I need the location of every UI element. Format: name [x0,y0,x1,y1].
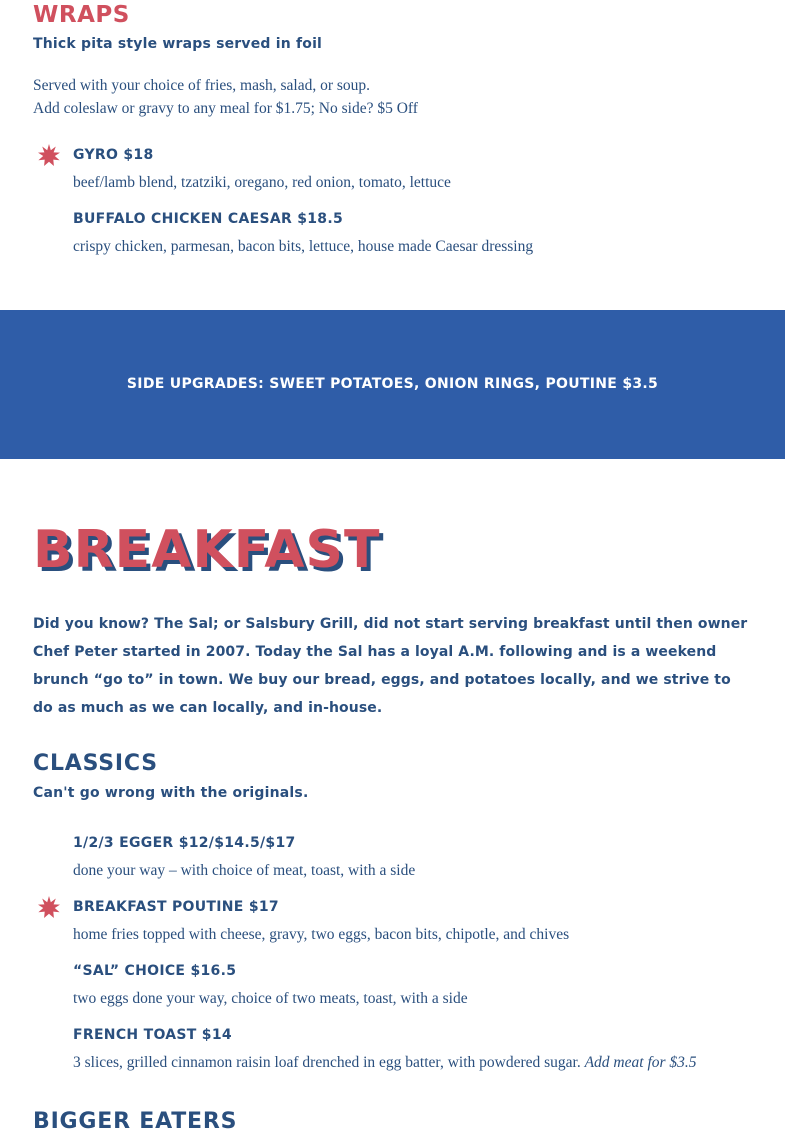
menu-item-addon-note: Add meat for $3.5 [584,1054,697,1071]
menu-item-description: beef/lamb blend, tzatziki, oregano, red onion, tomato, lettuce [73,174,451,191]
menu-item-description: home fries topped with cheese, gravy, two eggs, bacon bits, chipotle, and chives [73,926,570,943]
featured-star-icon [37,895,61,919]
classics-section-title: CLASSICS [33,751,158,776]
menu-item-title: FRENCH TOAST $14 [73,1027,232,1043]
menu-item-description [73,1054,697,1072]
wraps-section-title: WRAPS [33,2,130,28]
menu-item-description: done your way – with choice of meat, toast, with a side [73,862,416,879]
breakfast-intro: Did you know? The Sal; or Salsbury Grill, did not start serving breakfast until then owner Chef Peter started in 2007. Today the Sal has a loyal A.M. following and is a weekend brunch “go to” in town. We buy our bread, eggs, and potatoes locally, and we strive to do as much as we can locally, and in-house. [33,616,748,716]
menu-item-description: crispy chicken, parmesan, bacon bits, lettuce, house made Caesar dressing [73,238,534,255]
side-upgrades-text: SIDE UPGRADES: SWEET POTATOES, ONION RINGS, POUTINE $3.5 [126,376,659,392]
side-upgrades-banner [0,310,785,459]
menu-item-title: BUFFALO CHICKEN CAESAR $18.5 [73,211,343,227]
menu-item-description: two eggs done your way, choice of two meats, toast, with a side [73,990,468,1007]
menu-item-title: “SAL” CHOICE $16.5 [73,963,237,979]
bigger-eaters-section-title: BIGGER EATERS [33,1109,238,1134]
menu-item-description-main: 3 slices, grilled cinnamon raisin loaf drenched in egg batter, with powdered sugar. [73,1054,581,1071]
menu-item-title: BREAKFAST POUTINE $17 [73,899,279,915]
breakfast-heading: BREAKFAST [33,520,381,580]
menu-item-title: GYRO $18 [73,147,154,163]
classics-subtitle: Can't go wrong with the originals. [33,785,309,801]
wraps-note-addons: Add coleslaw or gravy to any meal for $1.75; No side? $5 Off [33,100,418,117]
wraps-subtitle: Thick pita style wraps served in foil [33,36,323,52]
featured-star-icon [37,143,61,167]
menu-item-title: 1/2/3 EGGER $12/$14.5/$17 [73,835,296,851]
wraps-note-sides: Served with your choice of fries, mash, salad, or soup. [33,77,371,94]
